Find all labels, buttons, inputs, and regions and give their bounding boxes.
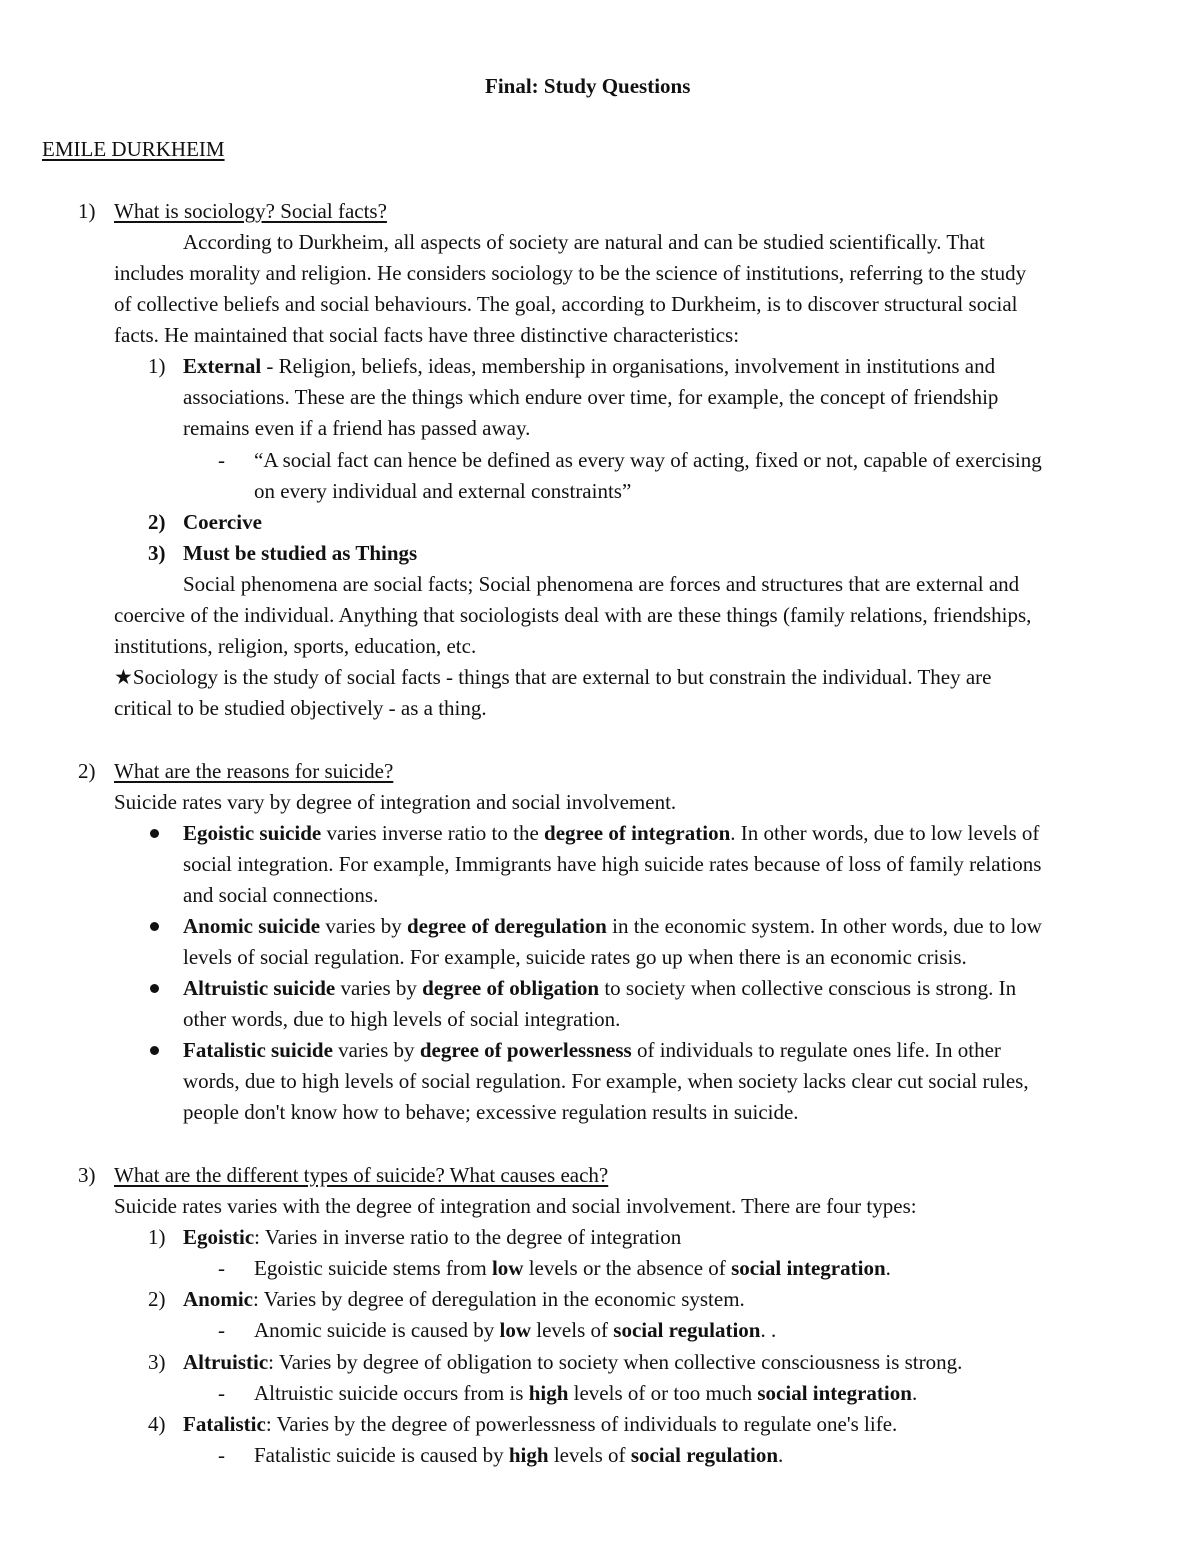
term: Anomic suicide [183, 914, 321, 938]
term: social regulation [630, 1443, 779, 1467]
bullet-item-line: and social connections. [183, 883, 379, 907]
paragraph-line: Suicide rates vary by degree of integration and social involvement. [114, 790, 677, 814]
item-text: Fatalistic suicide is caused by [254, 1443, 509, 1467]
bullet-item-line: levels of social regulation. For example, suicide rates go up when there is an economic crisis. [183, 945, 967, 969]
list-item [183, 1223, 681, 1251]
bullet-icon [150, 1046, 159, 1055]
item-text: varies inverse ratio to the [321, 821, 545, 845]
item-text: . [778, 1443, 784, 1467]
term: degree of deregulation [407, 914, 607, 938]
list-item [183, 1348, 962, 1376]
term: Anomic [183, 1287, 253, 1311]
item-text: - Religion, beliefs, ideas, membership in organisations, involvement in institutions and [261, 354, 996, 378]
item-text: : Varies by degree of deregulation in the economic system. [253, 1287, 745, 1311]
bullet-item [183, 819, 1039, 847]
dash-marker: - [218, 1381, 225, 1405]
item-text: Altruistic suicide occurs from is [254, 1381, 529, 1405]
item-text: of individuals to regulate ones life. In other [631, 1038, 1001, 1062]
item-text: varies by [320, 914, 407, 938]
term: External [183, 354, 262, 378]
list-item: Must be studied as Things [183, 541, 418, 565]
list-item-line: remains even if a friend has passed away. [183, 416, 531, 440]
question-number: 1) [78, 199, 96, 223]
section-heading: EMILE DURKHEIM [42, 137, 225, 161]
item-text: levels or the absence of [523, 1256, 732, 1280]
paragraph-line: facts. He maintained that social facts have three distinctive characteristics: [114, 323, 740, 347]
bullet-icon [150, 922, 159, 931]
bullet-item-line: words, due to high levels of social regulation. For example, when society lacks clear cut social rules, [183, 1069, 1029, 1093]
paragraph-line: Suicide rates varies with the degree of integration and social involvement. There are four types: [114, 1194, 917, 1218]
item-text: varies by [335, 976, 423, 1000]
item-text: varies by [332, 1038, 420, 1062]
list-item: Coercive [183, 510, 262, 534]
question-heading: What are the different types of suicide? What causes each? [114, 1163, 609, 1187]
paragraph-line: According to Durkheim, all aspects of society are natural and can be studied scientifically. That [183, 230, 985, 254]
list-number: 3) [148, 1350, 166, 1374]
question-number: 3) [78, 1163, 96, 1187]
item-text: Anomic suicide is caused by [254, 1318, 500, 1342]
item-text: . [885, 1256, 891, 1280]
question-number: 2) [78, 759, 96, 783]
item-text: : Varies in inverse ratio to the degree of integration [254, 1225, 682, 1249]
list-item [183, 1285, 745, 1313]
bullet-item [183, 912, 1042, 940]
list-item [183, 1410, 897, 1438]
paragraph-line: Social phenomena are social facts; Social phenomena are forces and structures that are external and [183, 572, 1020, 596]
term: social regulation [613, 1318, 761, 1342]
bullet-icon [150, 829, 159, 838]
list-item-line: associations. These are the things which endure over time, for example, the concept of friendship [183, 385, 999, 409]
list-number: 1) [148, 1225, 166, 1249]
bullet-item-line: other words, due to high levels of social integration. [183, 1007, 621, 1031]
paragraph-line: institutions, religion, sports, education, etc. [114, 634, 477, 658]
dash-marker: - [218, 1443, 225, 1467]
list-number: 2) [148, 1287, 166, 1311]
note-text: Sociology is the study of social facts - things that are external to but constrain the individual. They are [132, 665, 992, 689]
term: low [499, 1318, 532, 1342]
paragraph-line: critical to be studied objectively - as a thing. [114, 696, 487, 720]
dash-marker: - [218, 1318, 225, 1342]
term: Egoistic [183, 1225, 255, 1249]
star-note [114, 663, 991, 691]
term: degree of integration [544, 821, 731, 845]
page-title: Final: Study Questions [485, 74, 691, 98]
sub-item [254, 1254, 891, 1282]
term: high [528, 1381, 569, 1405]
list-number: 1) [148, 354, 166, 378]
term: degree of powerlessness [419, 1038, 632, 1062]
term: low [491, 1256, 524, 1280]
item-text: . In other words, due to low levels of [730, 821, 1040, 845]
bullet-icon [150, 984, 159, 993]
item-text: . [911, 1381, 918, 1405]
item-text: in the economic system. In other words, due to low [606, 914, 1042, 938]
paragraph-line: coercive of the individual. Anything that sociologists deal with are these things (family relations, friendships, [114, 603, 1032, 627]
item-text: levels of [548, 1443, 631, 1467]
term: Fatalistic suicide [183, 1038, 333, 1062]
sub-item [254, 1379, 917, 1407]
bullet-item [183, 1036, 1001, 1064]
list-number: 2) [148, 510, 166, 534]
item-text: levels of or too much [568, 1381, 758, 1405]
term: high [508, 1443, 549, 1467]
paragraph-line: of collective beliefs and social behaviours. The goal, according to Durkheim, is to discover structural social [114, 292, 1018, 316]
sub-item [254, 1316, 776, 1344]
term: Altruistic [183, 1350, 269, 1374]
question-heading: What is sociology? Social facts? [114, 199, 387, 223]
item-text: Egoistic suicide stems from [254, 1256, 492, 1280]
term: social integration [757, 1381, 912, 1405]
item-text: : Varies by the degree of powerlessness of individuals to regulate one's life. [265, 1412, 898, 1436]
list-item [183, 352, 995, 380]
paragraph-line: includes morality and religion. He considers sociology to be the science of institutions, referring to the study [114, 261, 1027, 285]
item-text: levels of [531, 1318, 614, 1342]
quote-line: on every individual and external constraints” [254, 479, 632, 503]
dash-marker: - [218, 448, 225, 472]
item-text: to society when collective conscious is strong. In [599, 976, 1017, 1000]
term: Altruistic suicide [183, 976, 336, 1000]
term: social integration [731, 1256, 886, 1280]
term: Fatalistic [183, 1412, 266, 1436]
bullet-item [183, 974, 1016, 1002]
dash-marker: - [218, 1256, 225, 1280]
item-text: . . [760, 1318, 777, 1342]
sub-item [254, 1441, 783, 1469]
list-number: 4) [148, 1412, 166, 1436]
star-icon: ★ [114, 665, 133, 689]
term: degree of obligation [422, 976, 600, 1000]
question-heading: What are the reasons for suicide? [114, 759, 394, 783]
list-number: 3) [148, 541, 166, 565]
quote-line: “A social fact can hence be defined as every way of acting, fixed or not, capable of exercising [254, 448, 1042, 472]
bullet-item-line: social integration. For example, Immigrants have high suicide rates because of loss of family relations [183, 852, 1042, 876]
item-text: : Varies by degree of obligation to society when collective consciousness is strong. [268, 1350, 963, 1374]
bullet-item-line: people don't know how to behave; excessive regulation results in suicide. [183, 1100, 799, 1124]
term: Egoistic suicide [183, 821, 322, 845]
